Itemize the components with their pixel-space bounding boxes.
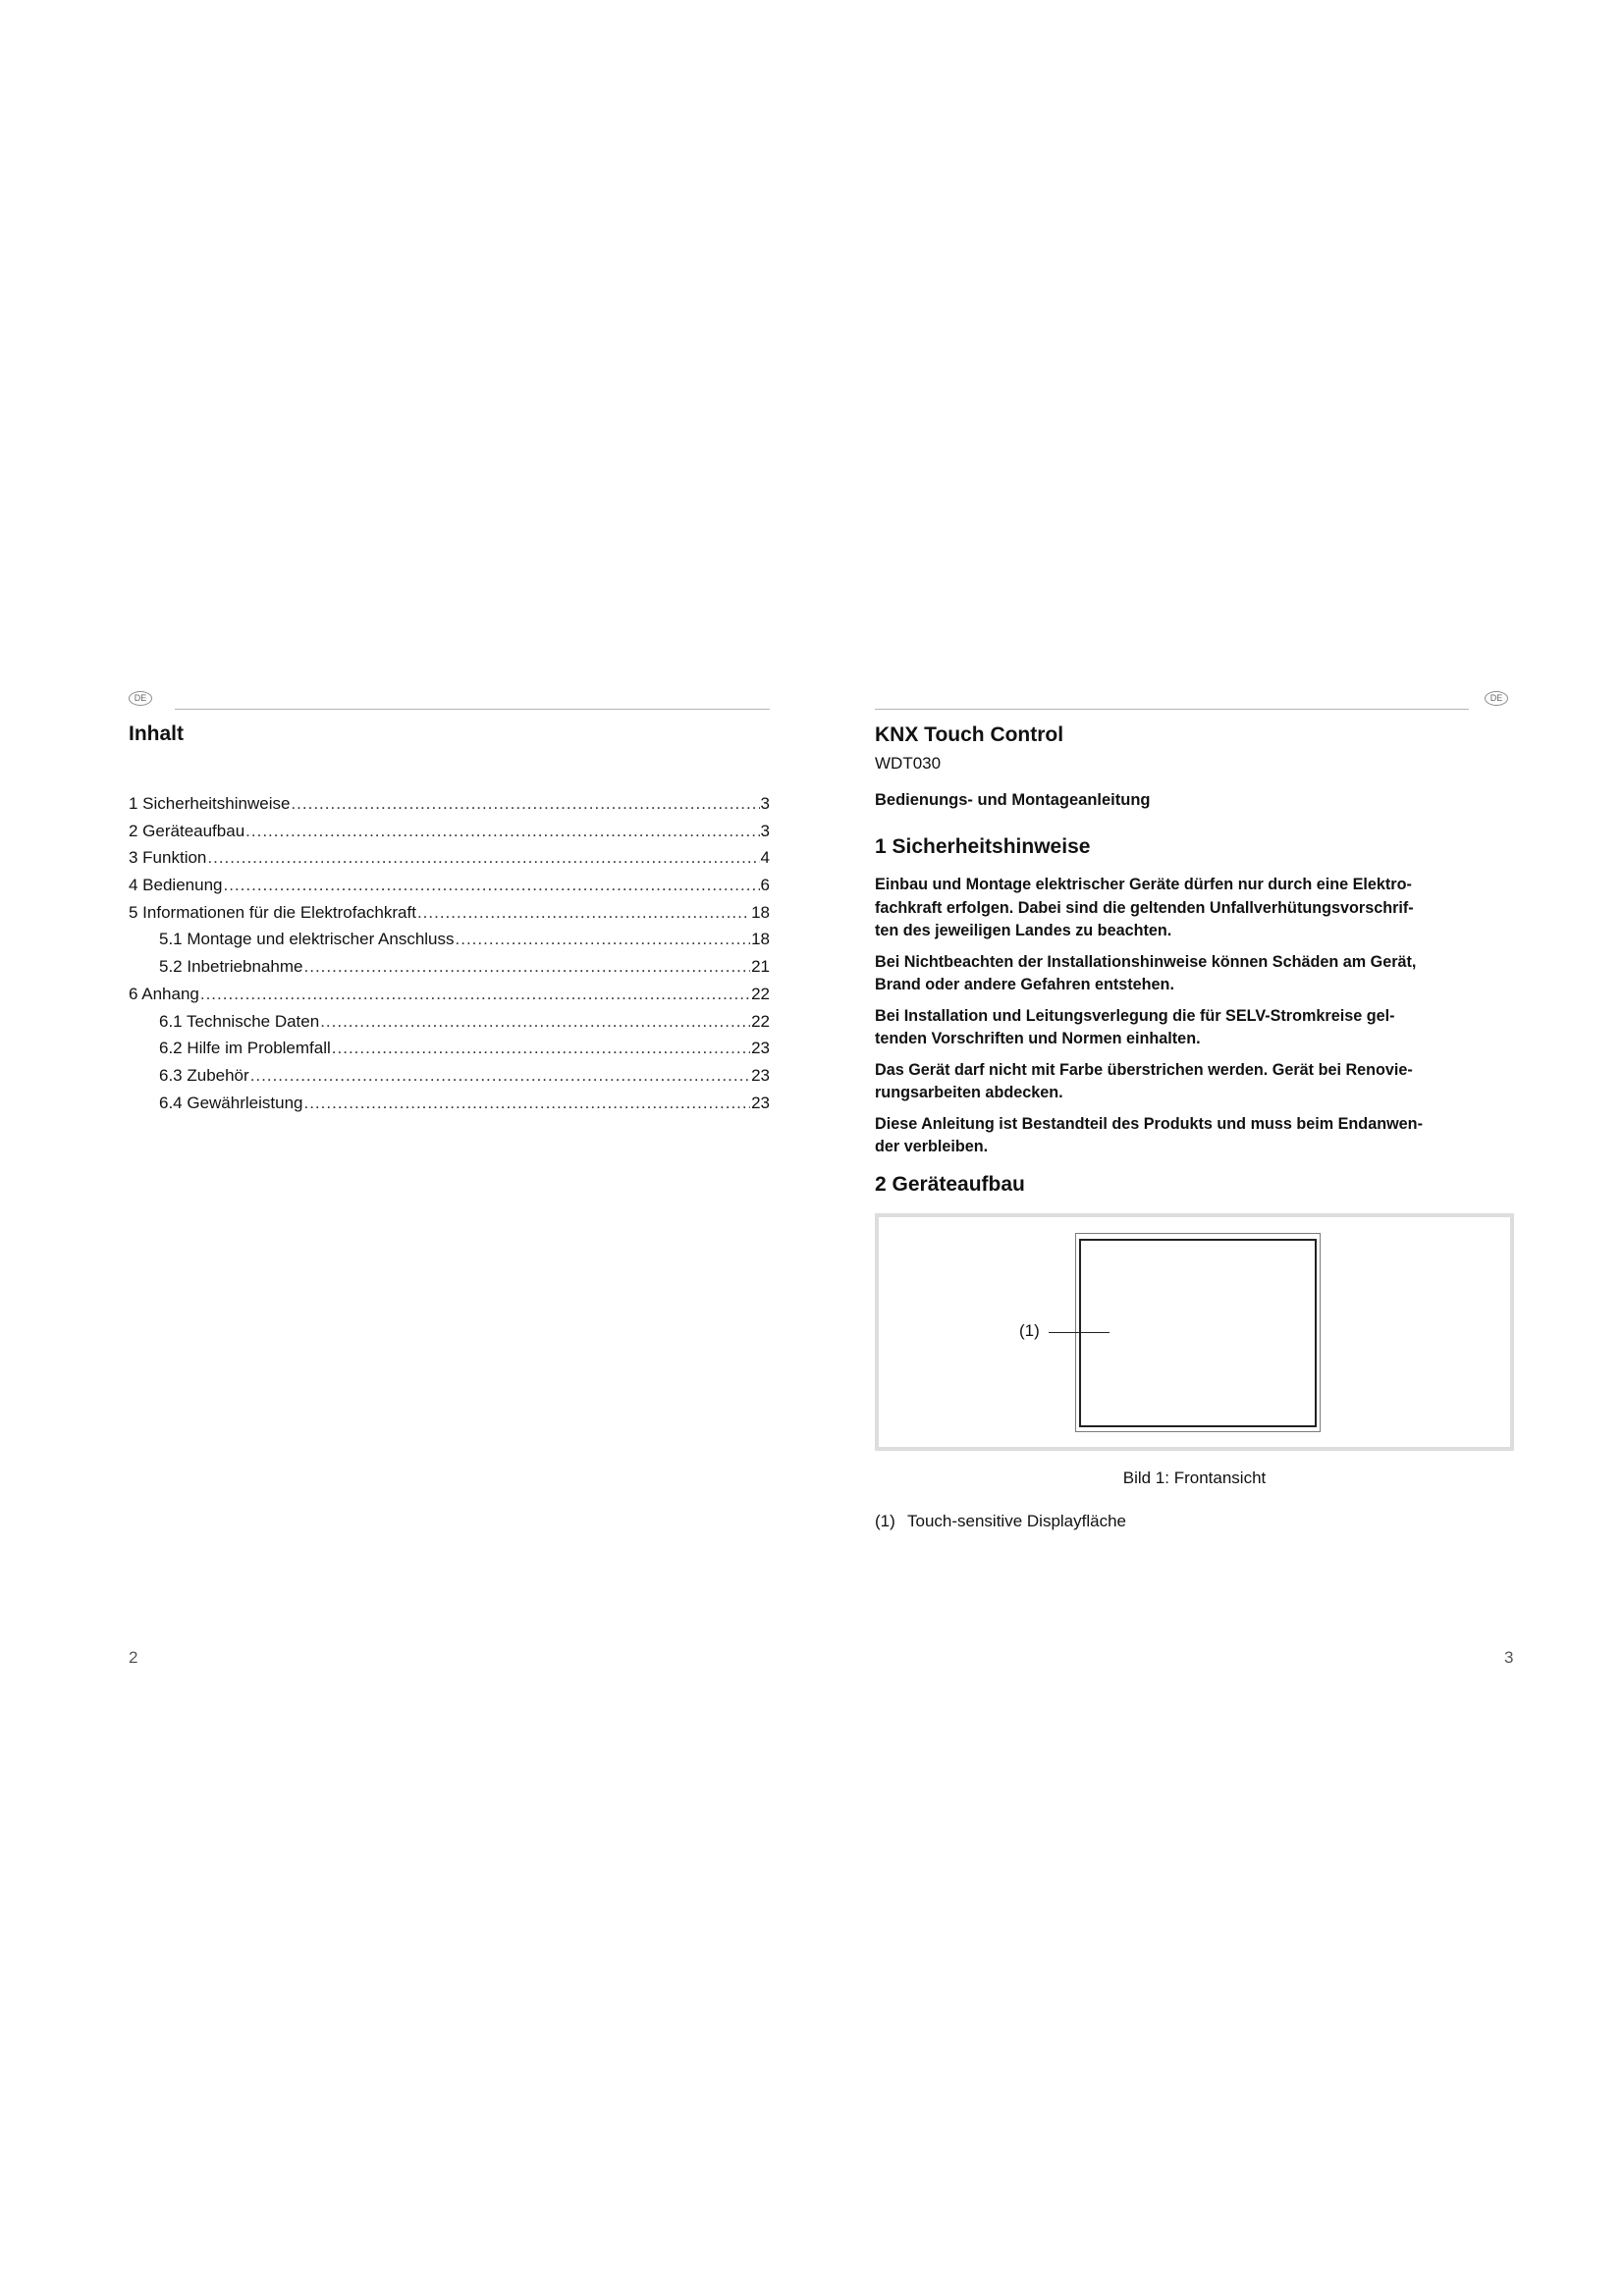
toc-leader-dots [291, 794, 759, 814]
toc-entry-page: 3 [760, 821, 770, 840]
header-rule-right [875, 709, 1469, 710]
toc-entry-page: 3 [760, 794, 770, 813]
toc-entry-page: 23 [751, 1065, 770, 1085]
safety-paragraph-line: tenden Vorschriften und Normen einhalten. [875, 1030, 1201, 1047]
toc-entry-page: 18 [751, 930, 770, 949]
safety-paragraph [875, 874, 1513, 943]
table-of-contents [129, 794, 770, 1120]
product-title: KNX Touch Control [875, 723, 1064, 746]
toc-entry-page: 4 [760, 848, 770, 868]
safety-paragraph-line: fachkraft erfolgen. Dabei sind die geltenden Unfallverhütungsvorschrif- [875, 898, 1414, 917]
toc-entry-label: 3 Funktion [129, 848, 207, 868]
safety-paragraph-line: Brand oder andere Gefahren entstehen. [875, 976, 1174, 993]
safety-paragraph-line: Das Gerät darf nicht mit Farbe überstrichen werden. Gerät bei Renovie- [875, 1060, 1413, 1079]
safety-paragraph-line: Bei Nichtbeachten der Installationshinweise können Schäden am Gerät, [875, 952, 1417, 971]
toc-entry-page: 23 [751, 1093, 770, 1112]
toc-entry [129, 903, 770, 931]
product-code: WDT030 [875, 754, 942, 773]
figure-callout-line [1049, 1332, 1110, 1333]
safety-paragraph [875, 1005, 1513, 1051]
toc-entry-page: 18 [751, 902, 770, 922]
legend-number: (1) [875, 1512, 895, 1530]
toc-entry-label: 1 Sicherheitshinweise [129, 794, 291, 813]
toc-entry-label: 6 Anhang [129, 984, 199, 1003]
toc-entry [129, 1066, 770, 1094]
toc-entry [129, 1012, 770, 1040]
page-number-right: 3 [1504, 1648, 1514, 1667]
toc-leader-dots [223, 876, 759, 895]
toc-entry-label: 2 Geräteaufbau [129, 821, 245, 840]
toc-entry-page: 6 [760, 876, 770, 895]
toc-entry-page: 23 [751, 1039, 770, 1058]
section-heading-safety: 1 Sicherheitshinweise [875, 835, 1091, 858]
safety-paragraph [875, 1113, 1513, 1159]
toc-entry-label: 5.2 Inbetriebnahme [159, 957, 303, 977]
toc-entry [129, 822, 770, 849]
toc-leader-dots [250, 1066, 750, 1086]
toc-leader-dots [303, 1094, 750, 1113]
toc-entry [129, 1094, 770, 1121]
toc-leader-dots [200, 985, 750, 1004]
legend-text: Touch-sensitive Displayfläche [907, 1512, 1126, 1530]
toc-entry-label: 6.1 Technische Daten [159, 1011, 320, 1031]
toc-entry-label: 6.4 Gewährleistung [159, 1093, 303, 1112]
toc-entry-label: 5 Informationen für die Elektrofachkraft [129, 902, 416, 922]
figure-callout-label: (1) [1019, 1321, 1040, 1340]
toc-leader-dots [456, 930, 751, 949]
safety-paragraph [875, 951, 1513, 997]
toc-leader-dots [320, 1012, 750, 1032]
toc-entry-label: 4 Bedienung [129, 876, 223, 895]
language-badge-left: DE [129, 691, 152, 706]
toc-entry [129, 1039, 770, 1066]
toc-leader-dots [207, 848, 759, 868]
figure-caption: Bild 1: Frontansicht [1122, 1468, 1267, 1487]
language-badge-right: DE [1485, 691, 1508, 706]
toc-entry-page: 22 [751, 984, 770, 1003]
toc-entry-page: 21 [751, 957, 770, 977]
safety-paragraph-line: ten des jeweiligen Landes zu beachten. [875, 922, 1172, 939]
toc-leader-dots [304, 957, 751, 977]
safety-paragraph-line: rungsarbeiten abdecken. [875, 1084, 1063, 1101]
toc-entry [129, 957, 770, 985]
toc-leader-dots [417, 903, 750, 923]
toc-entry [129, 876, 770, 903]
safety-notes [875, 874, 1513, 1167]
toc-entry-page: 22 [751, 1011, 770, 1031]
toc-entry [129, 794, 770, 822]
toc-entry-label: 6.3 Zubehör [159, 1065, 249, 1085]
header-rule-left [175, 709, 770, 710]
toc-entry [129, 985, 770, 1012]
figure-legend [875, 1512, 1126, 1531]
safety-paragraph-line: Einbau und Montage elektrischer Geräte dürfen nur durch eine Elektro- [875, 876, 1412, 893]
toc-title: Inhalt [129, 722, 184, 745]
toc-entry [129, 848, 770, 876]
safety-paragraph [875, 1059, 1513, 1105]
document-subtitle: Bedienungs- und Montageanleitung [875, 791, 1151, 809]
toc-entry [129, 930, 770, 957]
toc-entry-label: 5.1 Montage und elektrischer Anschluss [159, 930, 455, 949]
safety-paragraph-line: Bei Installation und Leitungsverlegung die für SELV-Stromkreise gel- [875, 1006, 1395, 1025]
safety-paragraph-line: Diese Anleitung ist Bestandteil des Produkts und muss beim Endanwen- [875, 1114, 1423, 1133]
section-heading-device-structure: 2 Geräteaufbau [875, 1173, 1025, 1196]
page-number-left: 2 [129, 1648, 138, 1667]
device-display [1079, 1239, 1317, 1427]
toc-leader-dots [332, 1039, 750, 1058]
safety-paragraph-line: der verbleiben. [875, 1138, 989, 1155]
toc-entry-label: 6.2 Hilfe im Problemfall [159, 1039, 331, 1058]
toc-leader-dots [245, 822, 759, 841]
